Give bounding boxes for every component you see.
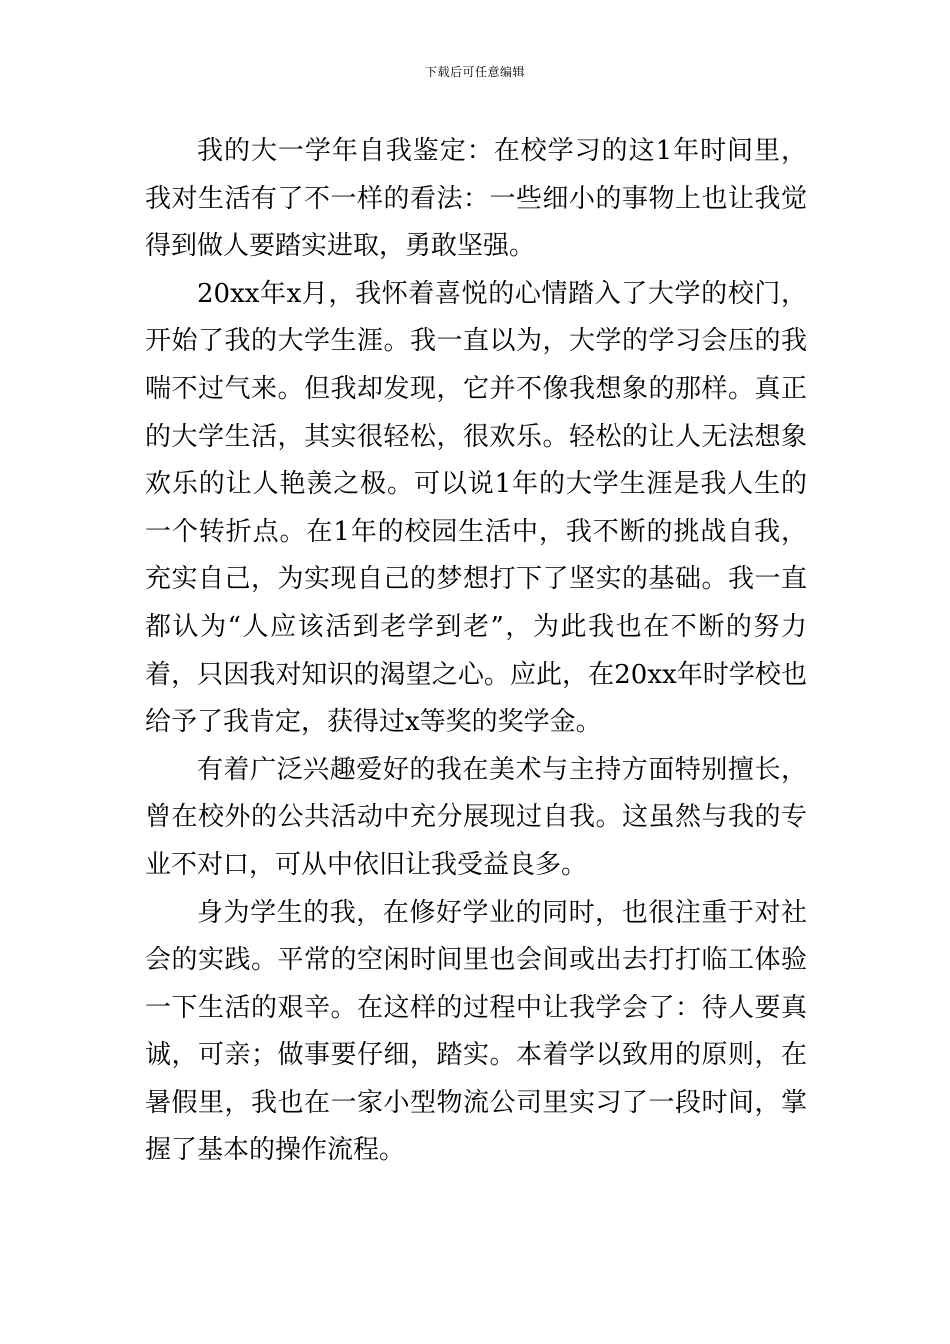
document-body	[145, 128, 807, 1175]
header-note: 下载后可任意编辑	[424, 65, 525, 79]
paragraph-social-practice: 身为学生的我，在修好学业的同时，也很注重于对社会的实践。平常的空闲时间里也会间或出去打打临工体验一下生活的艰辛。在这样的过程中让我学会了：待人要真诚，可亲；做事要仔细，踏实。本着学以致用的原则，在暑假里，我也在一家小型物流公司里实习了一段时间，掌握了基本的操作流程。	[145, 897, 807, 1166]
paragraph-self-assessment: 我的大一学年自我鉴定：在校学习的这1年时间里，我对生活有了不一样的看法：一些细小的事物上也让我觉得到做人要踏实进取，勇敢坚强。	[145, 136, 807, 262]
paragraph-hobbies: 有着广泛兴趣爱好的我在美术与主持方面特别擅长，曾在校外的公共活动中充分展现过自我。这虽然与我的专业不对口，可从中依旧让我受益良多。	[145, 754, 807, 880]
paragraph-university-life: 20xx年x月，我怀着喜悦的心情踏入了大学的校门，开始了我的大学生涯。我一直以为，大学的学习会压的我喘不过气来。但我却发现，它并不像我想象的那样。真正的大学生活，其实很轻松，很欢乐。轻松的让人无法想象欢乐的让人艳羡之极。可以说1年的大学生涯是我人生的一个转折点。在1年的校园生活中，我不断的挑战自我，充实自己，为实现自己的梦想打下了坚实的基础。我一直都认为“人应该活到老学到老”，为此我也在不断的努力着，只因我对知识的渴望之心。应此，在20xx年时学校也给予了我肯定，获得过x等奖的奖学金。	[145, 278, 807, 738]
